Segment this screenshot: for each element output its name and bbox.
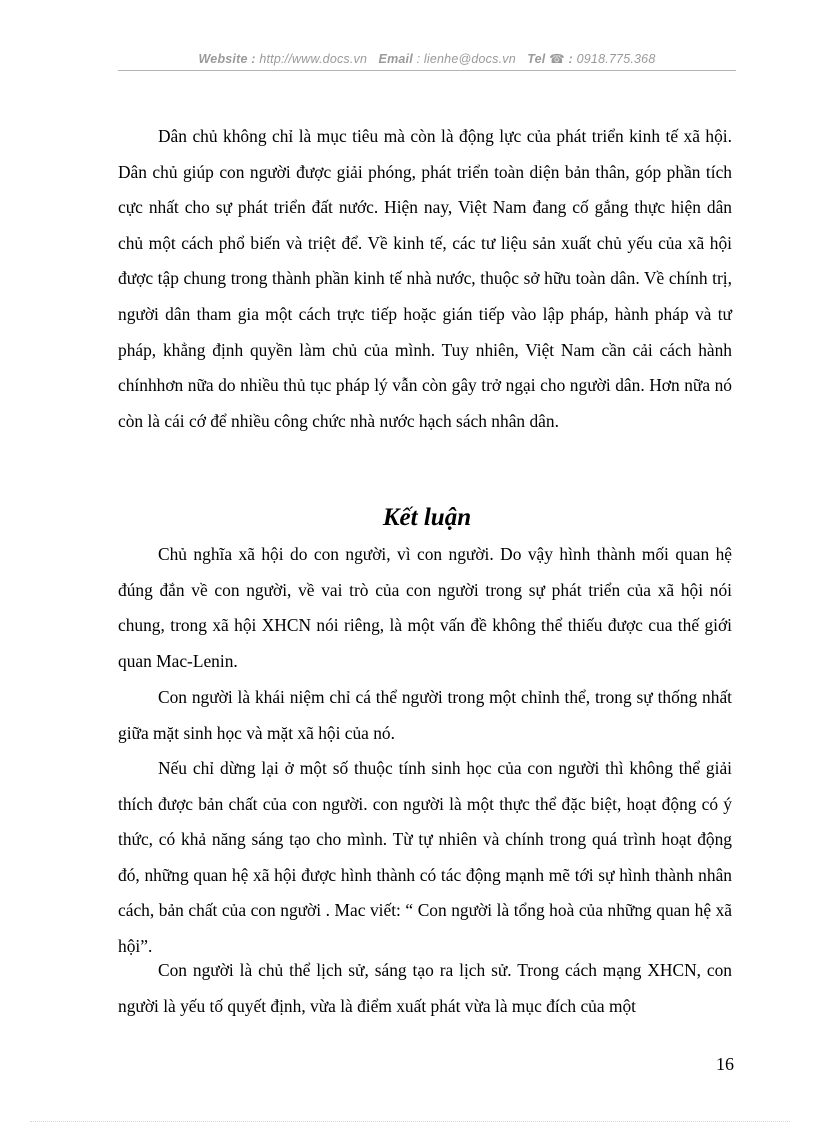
header-divider [118, 70, 736, 71]
page-number: 16 [716, 1054, 734, 1074]
paragraph-human-concept: Con người là khái niệm chỉ cá thể người trong một chỉnh thể, trong sự thống nhất giữa mặt sinh học và mặt xã hội của nó. [118, 687, 732, 743]
paragraph-democracy: Dân chủ không chỉ là mục tiêu mà còn là động lực của phát triển kinh tế xã hội. Dân chủ giúp con người được giải phóng, phát triển toàn diện bản thân, góp phần tích cực nhất cho sự phát triển đất nước. Hiện nay, Việt Nam đang cố gắng thực hiện dân chủ một cách phổ biến và triệt để. Về kinh tế, các tư liệu sản xuất chủ yếu của xã hội được tập chung trong thành phần kinh tế nhà nước, thuộc sở hữu toàn dân. Về chính trị, người dân tham gia một cách trực tiếp hoặc gián tiếp vào lập pháp, hành pháp và tư pháp, khẳng định quyền làm chủ của mình. Tuy nhiên, Việt Nam cần cải cách hành chínhhơn nữa do nhiều thủ tục pháp lý vẫn còn gây trở ngại cho người dân. Hơn nữa nó còn là cái cớ để nhiều công chức nhà nước hạch sách nhân dân. [118, 126, 732, 431]
header-email-label: Email [378, 52, 413, 66]
page-bottom-edge [30, 1121, 790, 1122]
paragraph-socialism: Chủ nghĩa xã hội do con người, vì con người. Do vậy hình thành mối quan hệ đúng đắn về con người, về vai trò của con người trong sự phát triển của xã hội nói chung, trong xã hội XHCN nói riêng, là một vấn đề không thể thiếu được cua thế giới quan Mac-Lenin. [118, 544, 732, 671]
header-tel-label: Tel ☎ : [527, 52, 573, 66]
section-heading-conclusion: Kết luận [382, 504, 472, 531]
header-website-label: Website : [198, 52, 256, 66]
header-tel-value: 0918.775.368 [576, 52, 656, 66]
paragraph-human-nature: Nếu chỉ dừng lại ở một số thuộc tính sinh học của con người thì không thể giải thích được bản chất của con người. con người là một thực thể đặc biệt, hoạt động có ý thức, có khả năng sáng tạo cho mình. Từ tự nhiên và chính trong quá trình hoạt động đó, những quan hệ xã hội được hình thành có tác động mạnh mẽ tới sự hình thành nhân cách, bản chất của con người . Mac viết: “ Con người là tổng hoà của những quan hệ xã hội”. [118, 758, 732, 956]
header-website-link[interactable]: http://www.docs.vn [259, 52, 368, 66]
page-header [118, 51, 736, 66]
paragraph-historical-subject: Con người là chủ thể lịch sử, sáng tạo ra lịch sử. Trong cách mạng XHCN, con người là yếu tố quyết định, vừa là điểm xuất phát vừa là mục đích của một [118, 960, 732, 1016]
header-email-link[interactable]: : lienhe@docs.vn [416, 52, 516, 66]
